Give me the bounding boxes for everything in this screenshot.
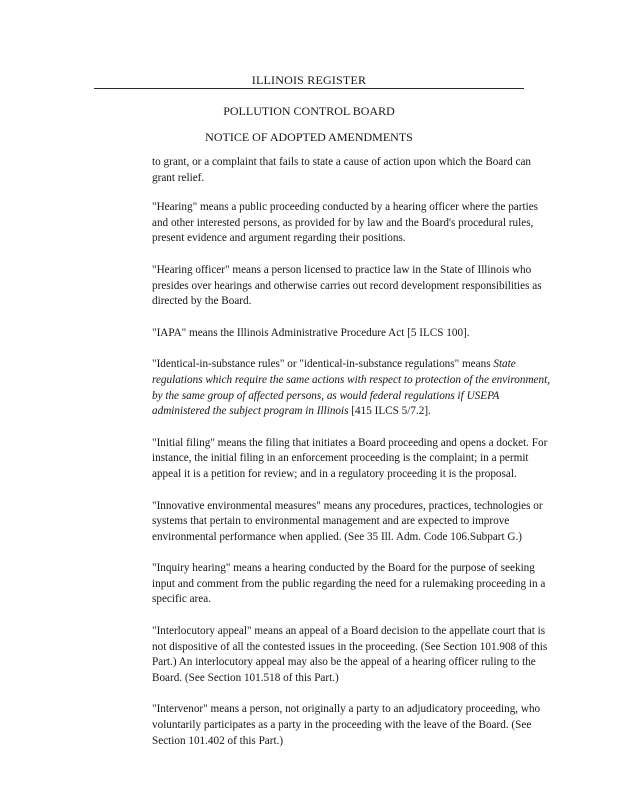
identical-definition-statutory-text: State regulations which require the same actions with respect to protection of the environment, by the same group of affected persons, as would federal regulations if USEPA administered the subject program in Illinois bbox=[152, 358, 551, 418]
identical-definition-citation: [415 ILCS 5/7.2]. bbox=[348, 405, 431, 418]
paragraph-iapa-definition: "IAPA" means the Illinois Administrative Procedure Act [5 ILCS 100]. bbox=[152, 326, 470, 339]
document-body bbox=[152, 155, 554, 765]
paragraph-identical-in-substance-definition bbox=[152, 357, 554, 419]
register-header: ILLINOIS REGISTER bbox=[251, 73, 367, 87]
paragraph-hearing-officer-definition: "Hearing officer" means a person licensed to practice law in the State of Illinois who presides over hearings and otherwise carries out record development responsibilities as directed by the Board. bbox=[152, 263, 542, 308]
paragraph-inquiry-hearing-definition: "Inquiry hearing" means a hearing conducted by the Board for the purpose of seeking input and comment from the public regarding the need for a rulemaking proceeding in a specific area. bbox=[152, 562, 546, 606]
notice-title: NOTICE OF ADOPTED AMENDMENTS bbox=[205, 130, 413, 144]
identical-definition-lead: "Identical-in-substance rules" or "identical-in-substance regulations" means bbox=[152, 358, 494, 371]
paragraph-initial-filing-definition: "Initial filing" means the filing that initiates a Board proceeding and opens a docket. For instance, the initial filing in an enforcement proceeding is the complaint; in a permit appeal it is a petition for review; and in a regulatory proceeding it is the proposal. bbox=[152, 436, 548, 480]
header-rule bbox=[94, 88, 524, 89]
agency-title: POLLUTION CONTROL BOARD bbox=[223, 104, 395, 118]
paragraph-interlocutory-appeal-definition: "Interlocutory appeal" means an appeal of a Board decision to the appellate court that is not dispositive of all the contested issues in the proceeding. (See Section 101.908 of this Part.) An interlocutory appeal may also be the appeal of a hearing officer ruling to the Board. (See Section 101.518 of this Part.) bbox=[152, 625, 548, 684]
paragraph-intervenor-definition: "Intervenor" means a person, not originally a party to an adjudicatory proceeding, who voluntarily participates as a party in the proceeding with the leave of the Board. (See Section 101.402 of this Part.) bbox=[152, 703, 541, 747]
paragraph-hearing-definition: "Hearing" means a public proceeding conducted by a hearing officer where the parties and other interested persons, as provided for by law and the Board's procedural rules, present evidence and argument regarding their positions. bbox=[152, 201, 539, 245]
paragraph-continuation: to grant, or a complaint that fails to state a cause of action upon which the Board can grant relief. bbox=[152, 156, 532, 184]
paragraph-innovative-measures-definition: "Innovative environmental measures" means any procedures, practices, technologies or systems that pertain to environmental management and are expected to improve environmental performance when applied. (See 35 Ill. Adm. Code 106.Subpart G.) bbox=[152, 499, 543, 543]
